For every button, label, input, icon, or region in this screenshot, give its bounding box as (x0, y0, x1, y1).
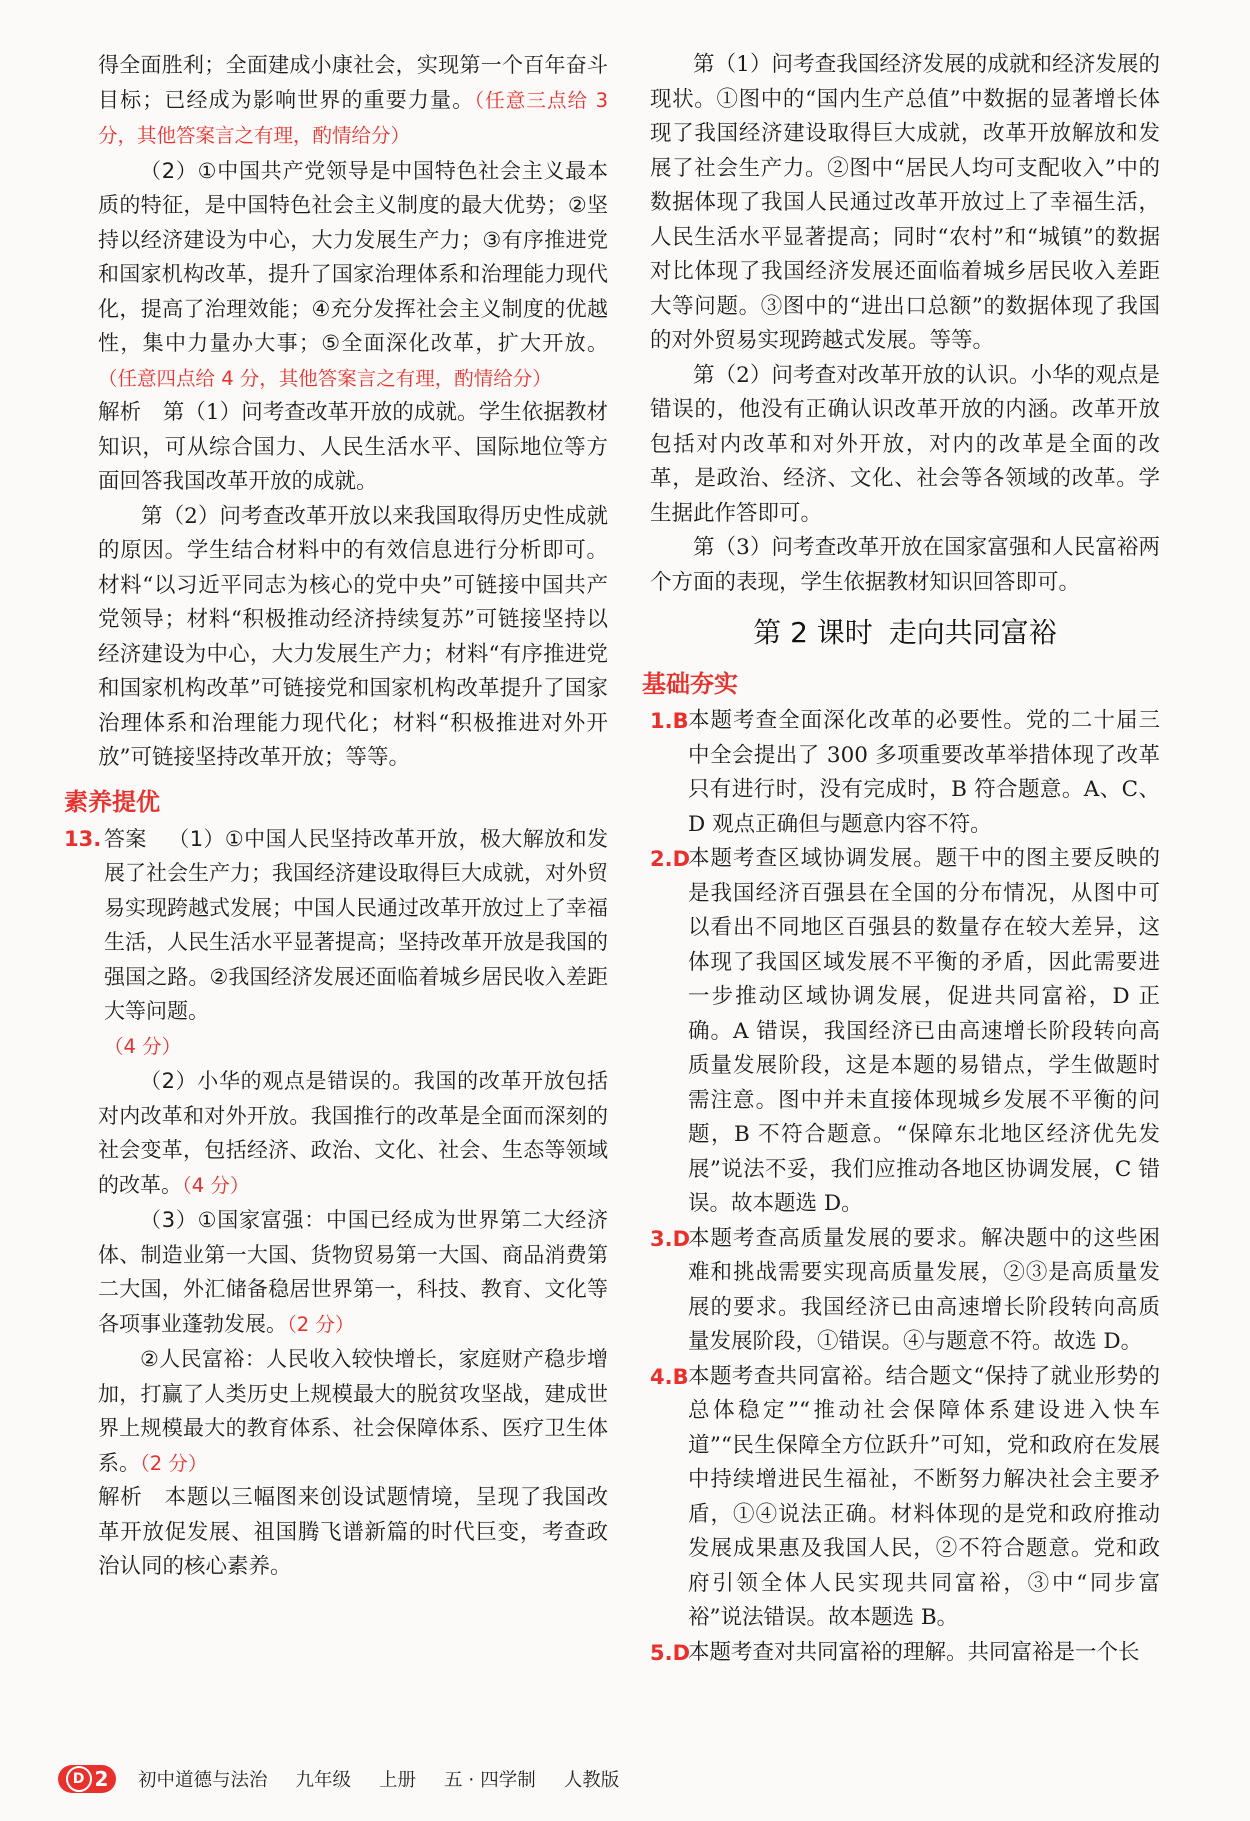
answer-text: （2）①中国共产党领导是中国特色社会主义最本质的特征，是中国特色社会主义制度的最大优势；②坚持以经济建设为中心，大力发展生产力；③有序推进党和国家机构改革，提升了国家治理体系和治理能力现代化，提高了治理效能；④充分发挥社会主义制度的优越性，集中力量办大事；⑤全面深化改革，扩大开放。 (98, 158, 608, 355)
page-badge (58, 1765, 116, 1793)
book-subject: 初中道德与法治 (138, 1770, 268, 1791)
lesson-title (650, 608, 1160, 658)
analysis-text: 本题以三幅图来创设试题情境，呈现了我国改革开放促发展、祖国腾飞谱新篇的时代巨变，考查政治认同的核心素养。 (98, 1485, 608, 1579)
answer-number: 4.B (650, 1364, 689, 1389)
book-edition: 人教版 (563, 1770, 620, 1791)
analysis-paragraph (98, 1481, 608, 1585)
analysis-label: 解析 (98, 1485, 143, 1510)
answer-item (650, 1222, 1160, 1360)
analysis-paragraph: 第（1）问考查我国经济发展的成就和经济发展的现状。①图中的“国内生产总值”中数据的显著增长体现了我国经济建设取得巨大成就，改革开放解放和发展了社会生产力。②图中“居民人均可支配收入”中的数据体现了我国人民通过改革开放过上了幸福生活，人民生活水平显著提高；同时“农村”和“城镇”的数据对比体现了我国经济发展还面临着城乡居民收入差距大等问题。③图中的“进出口总额”的数据体现了我国的对外贸易实现跨越式发展。等等。 (650, 52, 1160, 353)
lesson-number: 第 2 课时 (753, 616, 873, 649)
answer-text: 得全面胜利；全面建成小康社会，实现第一个百年奋斗目标；已经成为影响世界的重要力量。 (98, 53, 608, 112)
badge-letter: D (66, 1766, 92, 1792)
book-grade: 九年级 (295, 1770, 352, 1791)
answer-number: 3.D (650, 1226, 691, 1251)
answer-paragraph (98, 1064, 608, 1203)
answer-text: ②人民富裕：人民收入较快增长，家庭财产稳步增加，打赢了人类历史上规模最大的脱贫攻坚战，建成世界上规模最大的教育体系、社会保障体系、医疗卫生体系。 (98, 1347, 608, 1475)
answer-paragraph (98, 48, 608, 154)
section-heading: 基础夯实 (642, 670, 738, 698)
answer-number: 2.D (650, 847, 691, 871)
answer-explanation: 本题考查全面深化改革的必要性。党的二十届三中全会提出了 300 多项重要改革举措体现了改革只有进行时，没有完成时，B 符合题意。A、C、D 观点正确但与题意内容不符。 (688, 708, 1160, 837)
lesson-name: 走向共同富裕 (888, 616, 1057, 649)
answer-paragraph (98, 1203, 608, 1342)
score-note: （任意四点给 4 分，其他答案言之有理，酌情给分） (98, 366, 552, 390)
answer-number: 1.B (650, 709, 689, 733)
answer-text: （1）①中国人民坚持改革开放，极大解放和发展了社会生产力；我国经济建设取得巨大成就，对外贸易实现跨越式发展；中国人民通过改革开放过上了幸福生活，人民生活水平显著提高；坚持改革开放是我国的强国之路。②我国经济发展还面临着城乡居民收入差距大等问题。 (104, 826, 609, 1023)
answer-explanation: 本题考查共同富裕。结合题文“保持了就业形势的总体稳定”“推动社会保障体系建设进入快车道”“民生保障全方位跃升”可知，党和政府在发展中持续增进民生福祉，不断努力解决社会主要矛盾，①④说法正确。材料体现的是党和政府推动发展成果惠及我国人民，②不符合题意。党和政府引领全体人民实现共同富裕，③中“同步富裕”说法错误。故本题选 B。 (688, 1363, 1160, 1630)
answer-item (650, 842, 1160, 1222)
answer-label: 答案 (104, 826, 147, 851)
answer-item (650, 704, 1160, 842)
right-column (642, 48, 1160, 1670)
answer-explanation: 本题考查区域协调发展。题干中的图主要反映的是我国经济百强县在全国的分布情况，从图中可以看出不同地区百强县的数量存在较大差异，这体现了我国区域发展不平衡的矛盾，因此需要进一步推动区域协调发展，促进共同富裕，D 正确。A 错误，我国经济已由高速增长阶段转向高质量发展阶段，这是本题的易错点，学生做题时需注意。图中并未直接体现城乡发展不平衡的问题，B 不符合题意。“保障东北地区经济优先发展”说法不妥，我们应推动各地区协调发展，C 错误。故本题选 D。 (688, 846, 1160, 1216)
answer-number: 5.D (650, 1640, 691, 1665)
book-volume: 上册 (379, 1770, 417, 1791)
page-number: 2 (94, 1767, 109, 1791)
page-footer (58, 1764, 619, 1794)
section-heading: 素养提优 (64, 787, 160, 816)
analysis-paragraph: 第（2）问考查对改革开放的认识。小华的观点是错误的，他没有正确认识改革开放的内涵。改革开放包括对内改革和对外开放，对内的改革是全面的改革，是政治、经济、文化、社会等各领域的改革。学生据此作答即可。 (650, 362, 1160, 526)
answer-paragraph (98, 1342, 608, 1481)
score-note: （2 分） (287, 1312, 355, 1336)
analysis-text: 第（1）问考查改革开放的成就。学生依据教材知识，可从综合国力、人民生活水平、国际地位等方面回答我国改革开放的成就。 (98, 400, 608, 494)
answer-paragraph (104, 822, 608, 1065)
analysis-paragraph: 第（3）问考查改革开放在国家富强和人民富裕两个方面的表现，学生依据教材知识回答即可。 (650, 535, 1160, 595)
answer-item (650, 1360, 1160, 1636)
score-note: （4 分） (104, 1034, 182, 1058)
question-13 (64, 822, 608, 1065)
question-number: 13. (64, 826, 102, 851)
analysis-paragraph: 第（2）问考查改革开放以来我国取得历史性成就的原因。学生结合材料中的有效信息进行分析即可。材料“以习近平同志为核心的党中央”可链接中国共产党领导；材料“积极推动经济持续复苏”可链接坚持以经济建设为中心，大力发展生产力；材料“有序推进党和国家机构改革”可链接党和国家机构改革提升了国家治理体系和治理能力现代化；材料“积极推进对外开放”可链接坚持改革开放；等等。 (98, 503, 608, 770)
left-column (64, 48, 609, 1585)
score-note: （任意三点给 3 分，其他答案言之有理，酌情给分） (98, 88, 609, 147)
analysis-paragraph (98, 396, 608, 500)
answer-item (650, 1636, 1160, 1671)
answer-text: （2）小华的观点是错误的。我国的改革开放包括对内改革和对外开放。我国推行的改革是全面而深刻的社会变革，包括经济、政治、文化、社会、生态等领域的改革。 (98, 1069, 608, 1197)
answer-explanation: 本题考查对共同富裕的理解。共同富裕是一个长 (688, 1639, 1140, 1665)
school-system: 五 · 四学制 (444, 1770, 536, 1791)
score-note: （2 分） (140, 1451, 208, 1475)
answer-explanation: 本题考查高质量发展的要求。解决题中的这些困难和挑战需要实现高质量发展，②③是高质量发展的要求。我国经济已由高速增长阶段转向高质量发展阶段，①错误。④与题意不符。故选 D。 (688, 1225, 1160, 1354)
answer-text: （3）①国家富强：中国已经成为世界第二大经济体、制造业第一大国、货物贸易第一大国、商品消费第二大国，外汇储备稳居世界第一，科技、教育、文化等各项事业蓬勃发展。 (98, 1208, 608, 1336)
score-note: （4 分） (182, 1173, 250, 1197)
analysis-label: 解析 (98, 400, 142, 425)
answer-paragraph (98, 154, 608, 397)
